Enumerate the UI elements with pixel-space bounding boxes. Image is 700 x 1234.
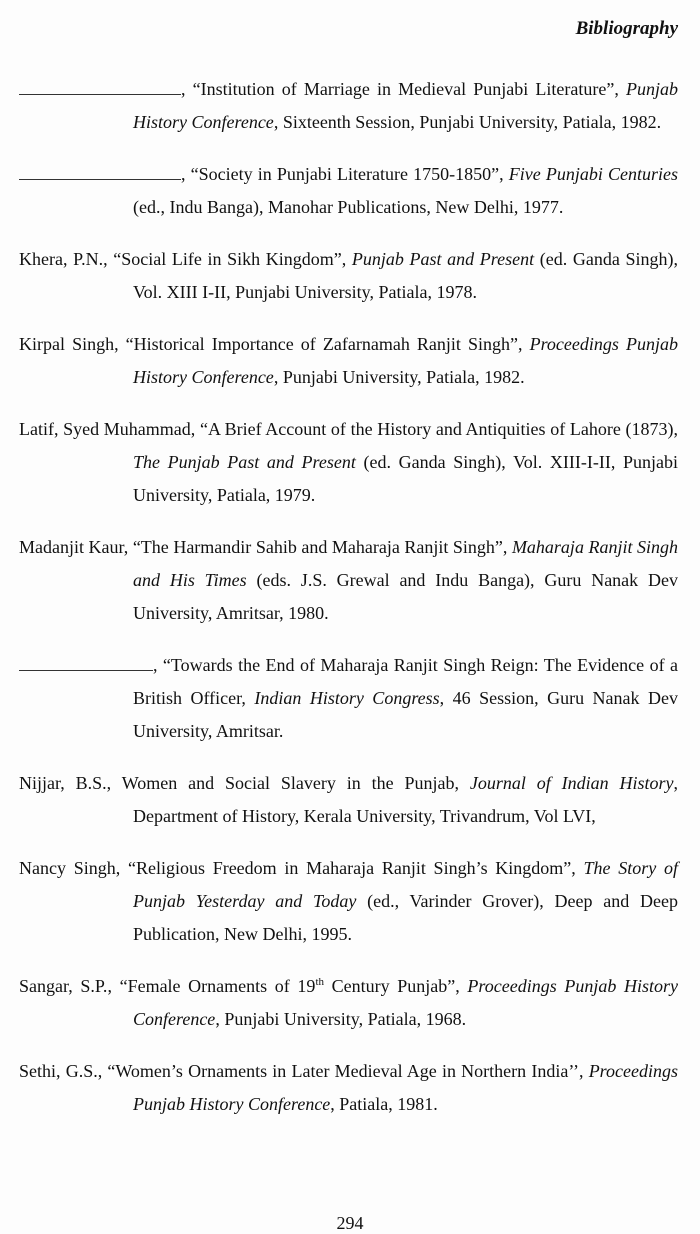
- entry-author: Khera, P.N.: [19, 249, 104, 269]
- entry-author: Madanjit Kaur: [19, 537, 124, 557]
- bibliography-entry: Sangar, S.P., “Female Ornaments of 19th Century Punjab”, Proceedings Punjab History Conference, Punjabi University, Patiala, 1968.: [19, 976, 678, 1029]
- publication-title: The Story of Punjab Yesterday and Today: [133, 858, 678, 911]
- entry-author: Sangar, S.P.: [19, 976, 108, 996]
- bibliography-entry: , “Institution of Marriage in Medieval Punjabi Literature”, Punjab History Conference, Sixteenth Session, Punjabi University, Patiala, 1982.: [19, 73, 678, 139]
- publication-title: Indian History Congress: [254, 688, 440, 708]
- bibliography-entry: , “Society in Punjabi Literature 1750-1850”, Five Punjabi Centuries (ed., Indu Banga), Manohar Publications, New Delhi, 1977.: [19, 158, 678, 224]
- publication-title: Proceedings Punjab History Conference: [133, 334, 678, 387]
- bibliography-entry: Nijjar, B.S., Women and Social Slavery in the Punjab, Journal of Indian History, Department of History, Kerala University, Trivandrum, Vol LVI,: [19, 773, 679, 826]
- bibliography-entry: Sethi, G.S., “Women’s Ornaments in Later Medieval Age in Northern India’’, Proceedings Punjab History Conference, Patiala, 1981.: [19, 1061, 678, 1114]
- publication-title: Punjab History Conference: [133, 79, 678, 132]
- bibliography-list: [19, 73, 678, 1140]
- bibliography-entry: Nancy Singh, “Religious Freedom in Maharaja Ranjit Singh’s Kingdom”, The Story of Punjab Yesterday and Today (ed., Varinder Grover), Deep and Deep Publication, New Delhi, 1995.: [19, 858, 678, 944]
- ordinal-superscript: th: [315, 976, 324, 988]
- repeated-author-line: [19, 93, 181, 95]
- running-header: Bibliography: [575, 18, 678, 39]
- publication-title: Five Punjabi Centuries: [508, 164, 679, 184]
- entry-author: Latif, Syed Muhammad: [19, 419, 191, 439]
- publication-title: The Punjab Past and Present: [133, 452, 356, 472]
- bibliography-entry: , “Towards the End of Maharaja Ranjit Singh Reign: The Evidence of a British Officer, Indian History Congress, 46 Session, Guru Nanak Dev University, Amritsar.: [19, 649, 678, 748]
- repeated-author-line: [19, 669, 153, 671]
- publication-title: Punjab Past and Present: [351, 249, 535, 269]
- bibliography-entry: Kirpal Singh, “Historical Importance of Zafarnamah Ranjit Singh”, Proceedings Punjab History Conference, Punjabi University, Patiala, 1982.: [19, 334, 678, 387]
- entry-author: Nijjar, B.S.: [19, 773, 107, 793]
- publication-title: Maharaja Ranjit Singh and His Times: [133, 537, 679, 590]
- publication-title: Proceedings Punjab History Conference: [133, 976, 678, 1029]
- entry-author: Nancy Singh: [19, 858, 116, 878]
- publication-title: Proceedings Punjab History Conference: [133, 1061, 678, 1114]
- repeated-author-line: [19, 178, 181, 180]
- bibliography-entry: Madanjit Kaur, “The Harmandir Sahib and Maharaja Ranjit Singh”, Maharaja Ranjit Singh and His Times (eds. J.S. Grewal and Indu Banga), Guru Nanak Dev University, Amritsar, 1980.: [19, 537, 679, 623]
- bibliography-entry: Khera, P.N., “Social Life in Sikh Kingdom”, Punjab Past and Present (ed. Ganda Singh), Vol. XIII I-II, Punjabi University, Patiala, 1978.: [19, 249, 678, 302]
- publication-title: Journal of Indian History: [469, 773, 674, 793]
- entry-author: Kirpal Singh: [19, 334, 115, 354]
- entry-author: Sethi, G.S.: [19, 1061, 98, 1081]
- bibliography-entry: Latif, Syed Muhammad, “A Brief Account of the History and Antiquities of Lahore (1873), The Punjab Past and Present (ed. Ganda Singh), Vol. XIII-I-II, Punjabi University, Patiala, 1979.: [19, 419, 678, 505]
- page-number: 294: [336, 1213, 364, 1233]
